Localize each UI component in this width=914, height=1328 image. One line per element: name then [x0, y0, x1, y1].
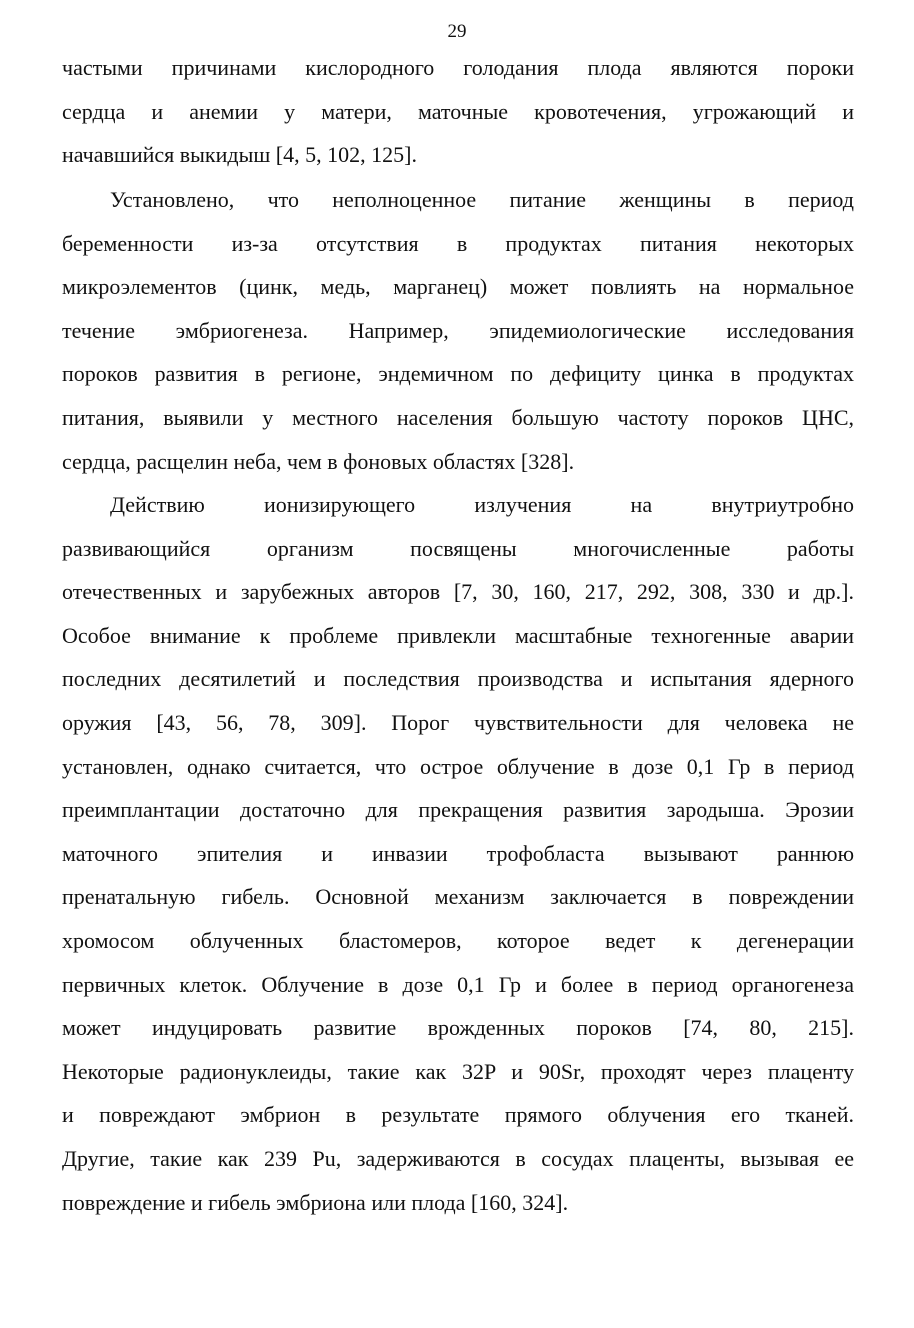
text-line: первичных клеток. Облучение в дозе 0,1 Гр и более в период органогенеза — [62, 971, 854, 997]
text-line: пренатальную гибель. Основной механизм заключается в повреждении — [62, 884, 854, 910]
text-line: питания, выявили у местного населения большую частоту пороков ЦНС, — [62, 404, 854, 430]
text-line: установлен, однако считается, что острое облучение в дозе 0,1 Гр в период — [62, 753, 854, 779]
text-line: преимплантации достаточно для прекращения развития зародыша. Эрозии — [62, 797, 854, 823]
text-line: и повреждают эмбрион в результате прямого облучения его тканей. — [62, 1102, 854, 1128]
text-line: развивающийся организм посвящены многочисленные работы — [62, 535, 854, 561]
text-line: Действию ионизирующего излучения на внутриутробно — [110, 492, 854, 517]
text-line: течение эмбриогенеза. Например, эпидемиологические исследования — [62, 317, 854, 343]
text-line: может индуцировать развитие врожденных пороков [74, 80, 215]. — [62, 1015, 854, 1041]
text-line: сердца, расщелин неба, чем в фоновых областях [328]. — [62, 448, 575, 474]
page-number: 29 — [447, 21, 467, 42]
paragraph-1 — [62, 46, 854, 177]
text-line: Некоторые радионуклеиды, такие как 32P и 90Sr, проходят через плаценту — [62, 1058, 854, 1084]
text-line: частыми причинами кислородного голодания плода являются пороки — [62, 55, 854, 80]
text-line: Установлено, что неполноценное питание женщины в период — [110, 187, 854, 212]
text-line: отечественных и зарубежных авторов [7, 30, 160, 217, 292, 308, 330 и др.]. — [62, 579, 854, 605]
text-line: маточного эпителия и инвазии трофобласта вызывают раннюю — [62, 840, 854, 866]
text-line: Особое внимание к проблеме привлекли масштабные техногенные аварии — [62, 622, 854, 648]
text-line: повреждение и гибель эмбриона или плода [160, 324]. — [62, 1189, 569, 1215]
text-line: сердца и анемии у матери, маточные кровотечения, угрожающий и — [62, 98, 854, 124]
paragraph-2 — [62, 178, 854, 483]
text-line: последних десятилетий и последствия производства и испытания ядерного — [62, 666, 854, 692]
text-line: беременности из-за отсутствия в продуктах питания некоторых — [62, 230, 854, 256]
text-line: микроэлементов (цинк, медь, марганец) может повлиять на нормальное — [62, 274, 854, 300]
text-line: пороков развития в регионе, эндемичном по дефициту цинка в продуктах — [62, 361, 854, 387]
paragraph-3 — [62, 483, 854, 1224]
text-line: оружия [43, 56, 78, 309]. Порог чувствительности для человека не — [62, 709, 854, 735]
text-line: хромосом облученных бластомеров, которое ведет к дегенерации — [62, 927, 854, 953]
text-line: Другие, такие как 239 Pu, задерживаются в сосудах плаценты, вызывая ее — [62, 1145, 854, 1171]
text-line: начавшийся выкидыш [4, 5, 102, 125]. — [62, 142, 417, 168]
